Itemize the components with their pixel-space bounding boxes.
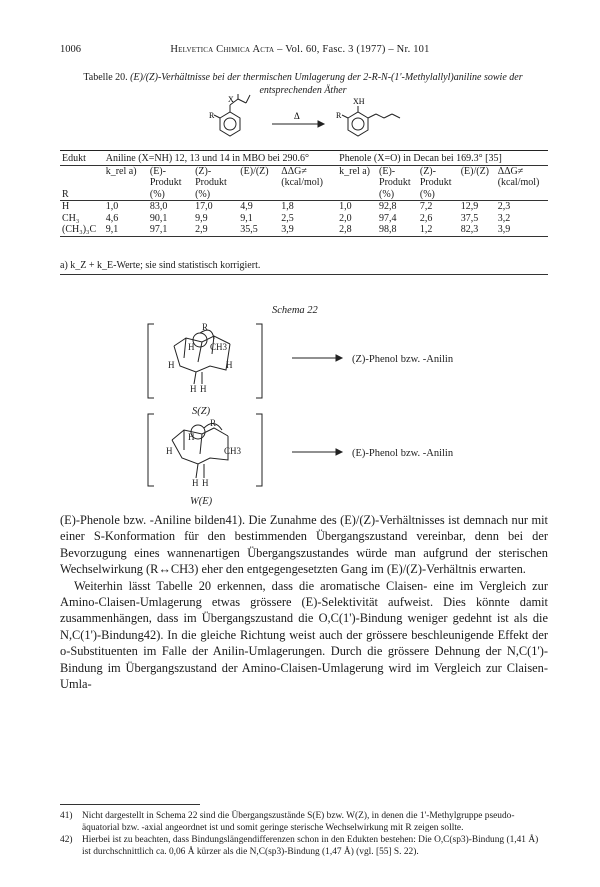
- col-header: [337, 189, 377, 201]
- table-cell: 2,9: [195, 224, 208, 235]
- col-header: k_rel a): [105, 165, 137, 177]
- footnotes: [60, 810, 548, 858]
- footnote-text: Nicht dargestellt in Schema 22 sind die Übergangszustände S(E) bzw. W(Z), in denen die 1'-Methylgruppe pseudo-äquatorial bzw. -axial angeordnet ist und somit geringe sterische Wechselwirkung mit R zeigen sollte.: [82, 811, 515, 833]
- table-cell: 83,0: [149, 201, 168, 212]
- col-header: Produkt: [379, 177, 411, 188]
- table-cell: 98,8: [379, 224, 397, 235]
- table-col-header-row: [60, 189, 548, 201]
- col-header: (E)-: [379, 165, 396, 177]
- col-header: ΔΔG≠: [497, 165, 524, 177]
- table-cell: 90,1: [149, 212, 168, 224]
- table-cell: 92,8: [379, 201, 397, 212]
- atom-ch3-bottom: CH3: [224, 446, 242, 456]
- table-row: [60, 224, 548, 236]
- col-header: [496, 189, 548, 201]
- table-cell: 3,9: [281, 224, 294, 235]
- table-group-header: [60, 151, 548, 166]
- scheme-r-left: R: [209, 111, 215, 120]
- table-col-header-row: [60, 165, 548, 177]
- table-20: [60, 150, 548, 237]
- footnote-number: 42): [60, 835, 73, 845]
- table-cell: 4,6: [105, 212, 119, 224]
- table-cell: 7,2: [419, 201, 433, 212]
- footnote-42: [60, 834, 548, 858]
- col-header: [279, 189, 337, 201]
- col-header: (%): [149, 188, 165, 200]
- footnote-41: [60, 810, 548, 834]
- col-header: (kcal/mol): [281, 177, 323, 188]
- col-header: Produkt: [419, 177, 452, 188]
- table-cell: 17,0: [195, 201, 213, 212]
- col-header: (kcal/mol): [497, 177, 540, 188]
- schema-label-top: S(Z): [192, 406, 211, 417]
- table-cell: 1,2: [419, 224, 433, 235]
- col-header: [104, 189, 148, 201]
- table-row: [60, 213, 548, 225]
- col-header: (E)-: [149, 165, 166, 177]
- table-cell: 97,1: [149, 224, 168, 235]
- col-header: ΔΔG≠: [281, 165, 307, 177]
- schema-label-bottom: W(E): [190, 496, 213, 507]
- col-header: [60, 165, 104, 177]
- body-text: [60, 512, 548, 692]
- schema-result-bottom: (E)-Phenol bzw. -Anilin: [352, 448, 454, 459]
- footnote-number: 41): [60, 811, 73, 821]
- schema-result-top: (Z)-Phenol bzw. -Anilin: [352, 354, 454, 365]
- table-cell: 4,9: [240, 201, 253, 212]
- table-cell: 2,8: [339, 224, 352, 235]
- header-educt: Edukt: [62, 153, 86, 164]
- volume-info: – Vol. 60, Fasc. 3 (1977) – Nr. 101: [277, 44, 430, 55]
- paragraph-1: (E)-Phenole bzw. -Aniline bilden41). Die Zunahme des (E)/(Z)-Verhältnisses ist demnach nur mit einer S-Konformation für den bestimmenden Übergangszustand vereinbar, denn bei der Bevorzugung eines wannenartigen Übergangszustandes würde man aufgrund der sterischen Wechselwirkung (R↔CH3) eher den entgegengesetzten Gang im (E)/(Z)-Verhältnis erwarten.: [60, 513, 548, 577]
- col-header: [337, 177, 377, 189]
- footnote-text: Hierbei ist zu beachten, dass Bindungslängendifferenzen schon in den Edukten bestehen: Die O,C(sp3)-Bindung (1,41 Å) ist durchschnittlich ca. 0,06 Å kürzer als die N,C(sp3)-Bindung (1,47 Å) (vgl. [55] S. 22).: [82, 835, 539, 857]
- col-header: (E)/(Z): [460, 165, 490, 177]
- col-header: (Z)-: [419, 165, 436, 177]
- table-caption-prefix: Tabelle 20.: [83, 72, 128, 83]
- table-cell: 9,1: [105, 224, 119, 235]
- table-col-header-row: [60, 177, 548, 189]
- col-header: (%): [195, 188, 211, 200]
- running-head: [60, 44, 540, 58]
- col-header: [459, 177, 496, 189]
- table-cell: 2,6: [419, 212, 433, 224]
- col-header: (Z)-: [195, 165, 212, 177]
- table-footnote: a) k_Z + k_E-Werte; sie sind statistisch korrigiert.: [60, 260, 261, 271]
- table-bottom-rule: [60, 236, 548, 237]
- table-cell: 2,3: [497, 201, 511, 212]
- atom-r-top: R: [202, 322, 209, 332]
- journal-name: Helvetica Chimica Acta: [170, 44, 275, 55]
- rearrangement-scheme: [190, 94, 420, 144]
- table-cell: 82,3: [460, 224, 479, 235]
- footnote-separator: [60, 804, 200, 805]
- atom-h-bottom: H: [188, 432, 195, 442]
- table-cell: 9,1: [240, 212, 253, 224]
- col-header: [60, 177, 104, 189]
- table-cell: 3,9: [497, 224, 511, 235]
- header-phenole-group: Phenole (X=O) in Decan bei 169.3° [35]: [339, 153, 502, 164]
- table-cell: H: [62, 201, 70, 212]
- table-cell: CH₃: [62, 212, 80, 224]
- atom-h-bottom: H: [202, 478, 209, 488]
- col-header: [238, 189, 279, 201]
- col-header: (E)/(Z): [240, 165, 269, 177]
- col-header: (%): [379, 188, 395, 200]
- schema-22-diagram: [140, 318, 460, 508]
- table-cell: 35,5: [240, 224, 258, 235]
- atom-h-top: H: [226, 360, 233, 370]
- col-header: Produkt: [149, 177, 182, 188]
- atom-h-top: H: [190, 384, 197, 394]
- col-header: [104, 177, 148, 189]
- col-header: R: [62, 188, 69, 200]
- col-header: (%): [419, 188, 435, 200]
- col-header: Produkt: [195, 177, 227, 188]
- col-header: [459, 189, 496, 201]
- scheme-delta: Δ: [294, 111, 300, 121]
- atom-ch3-top: CH3: [210, 342, 228, 352]
- table-cell: 3,2: [497, 212, 511, 224]
- table-row: [60, 201, 548, 213]
- page-number: 1006: [60, 44, 81, 55]
- left-benzene-ring: [220, 112, 240, 136]
- table-footnote-rule: [60, 274, 548, 275]
- scheme-x-left: X: [228, 95, 234, 104]
- atom-h-top: H: [188, 342, 195, 352]
- atom-h-bottom: H: [166, 446, 173, 456]
- scheme-r-right: R: [336, 111, 342, 120]
- table-cell: 2,0: [339, 212, 352, 224]
- table-cell: 97,4: [379, 212, 397, 224]
- atom-h-top: H: [168, 360, 175, 370]
- table-cell: 12,9: [460, 201, 479, 212]
- table-cell: 1,0: [339, 201, 352, 212]
- paragraph-2: Weiterhin lässt Tabelle 20 erkennen, dass die aromatische Claisen- eine im Vergleich zur Amino-Claisen-Umlagerung etwas grössere (E)-Selektivität aufweist. Dies könnte damit zusammenhängen, dass im Übergangszustand die O,C(1')-Bindung weniger gedehnt ist als die N,C(1')-Bindung42). In die gleiche Richtung weist auch der grössere beschleunigende Effekt der o-Substituenten im Falle der Anilin-Umlagerungen. Durch die grössere Dehnung der N,C(1')-Bindung im Übergangszustand der Amino-Claisen-Umlagerung wird im Vergleich zur Claisen-Umla-: [60, 578, 548, 692]
- schema-title: Schema 22: [272, 305, 318, 316]
- col-header: k_rel a): [339, 165, 370, 177]
- atom-h-top: H: [200, 384, 207, 394]
- scheme-xh-right: XH: [353, 97, 365, 106]
- right-benzene-ring: [348, 112, 368, 136]
- atom-h-bottom: H: [192, 478, 199, 488]
- header-aniline-group: Aniline (X=NH) 12, 13 und 14 in MBO bei 290.6°: [105, 153, 309, 164]
- table-cell: 9,9: [195, 212, 208, 224]
- table-cell: (CH₃)₃C: [62, 224, 97, 235]
- col-header: [238, 177, 279, 189]
- table-caption-text: (E)/(Z)-Verhältnisse bei der thermischen Umlagerung der 2-R-N-(1'-Methylallyl)aniline sowie der entsprechenden Äther: [130, 72, 523, 96]
- atom-r-bottom: R: [210, 418, 217, 428]
- table-cell: 1,8: [281, 201, 294, 212]
- journal-line: [60, 44, 540, 55]
- table-cell: 37,5: [460, 212, 479, 224]
- table-cell: 1,0: [105, 201, 119, 212]
- table-cell: 2,5: [281, 212, 294, 224]
